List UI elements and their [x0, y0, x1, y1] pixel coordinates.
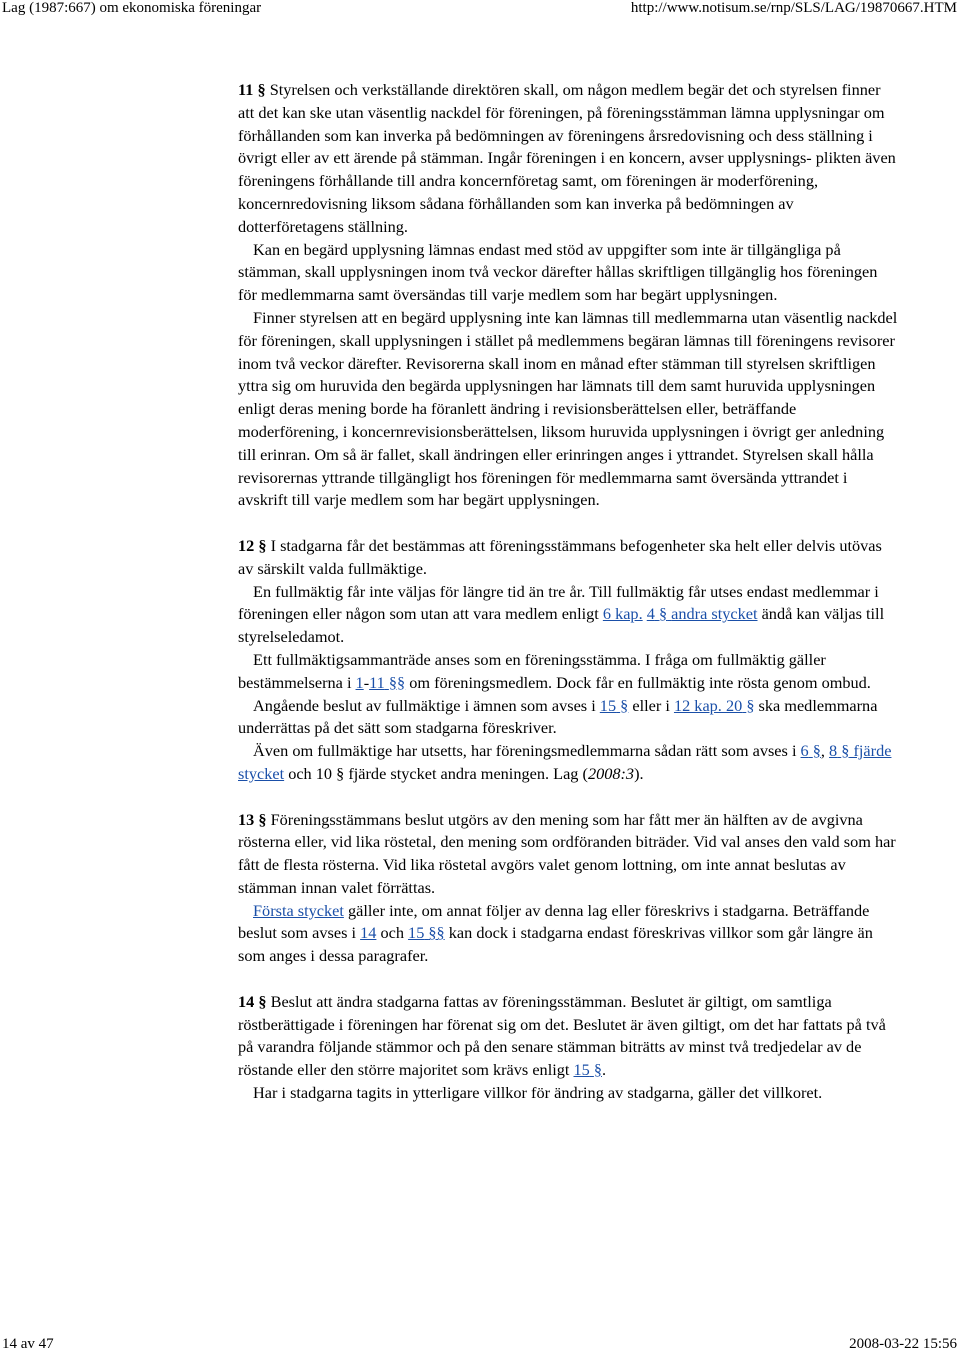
section-14-paragraph-1: 14 § Beslut att ändra stadgarna fattas av föreningsstämman. Beslutet är giltigt, om samtliga röstberättigade i föreningen har förenat sig om det. Beslutet är även giltigt, om det har fattats på två på varandra följande stämmor och på den senare stämman biträtts av minst två tredjedelar av de röstande eller den större majoritet som krävs enligt 15 §. — [238, 991, 886, 1080]
amendment-reference: 2008:3 — [587, 763, 635, 783]
section-number: 13 § — [238, 809, 267, 829]
link-12-kap-20[interactable]: 12 kap. 20 § — [673, 695, 755, 715]
section-12-paragraph-3: Ett fullmäktigsammanträde anses som en föreningsstämma. I fråga om fullmäktig gäller bestämmelserna i 1-11 §§ om föreningsmedlem. Dock får en fullmäktig inte rösta genom ombud. — [238, 649, 871, 692]
link-4-andra-stycket[interactable]: 4 § andra stycket — [646, 604, 758, 624]
section-11-paragraph-2: Kan en begärd upplysning lämnas endast med stöd av uppgifter som inte är tillgängliga på stämman, skall upplysningen inom två veckor därefter hållas skriftligen tillgänglig hos föreningen för medlemmarna samt översändas till varje medlem som har begärt upplysningen. — [238, 239, 878, 305]
section-11-paragraph-3: Finner styrelsen att en begärd upplysning inte kan lämnas till medlemmarna utan väsentlig nackdel för föreningen, skall upplysningen i stället på medlemmens begäran lämnas till föreningens revisorer inom två veckor därefter. Revisorerna skall inom en månad efter stämman till styrelsen skriftligen yttra sig om huruvida den begärda upplysningen har lämnats till dem samt huruvida upplysningen enligt deras mening borde ha föranlett ändring i revisionsberättelsen eller, beträffande moderförening, i koncernrevisionsberättelsen, liksom huruvida upplysningen i övrigt ger anledning till erinran. Om så är fallet, skall ändringen eller erinringen anges i yttrandet. Styrelsen skall hålla revisorernas yttrande tillgängligt hos föreningen för medlemmarna samt översända yttrandet i avskrift till varje medlem som har begärt upplysningen. — [238, 307, 898, 510]
page-footer — [0, 1336, 960, 1358]
link-section-15[interactable]: 15 § — [599, 695, 629, 715]
link-section-15[interactable]: 15 § — [573, 1060, 602, 1080]
section-11-paragraph-1: 11 § Styrelsen och verkställande direktören skall, om någon medlem begär det och styrelsen finner att det kan ske utan väsentlig nackdel för föreningen, på föreningsstämman lämna upplysningar om förhållanden som kan inverka på bedömningen av föreningens årsredovisning och dess ställning i övrigt eller av ett ärende på stämman. Ingår föreningen i en koncern, avser upplysnings- plikten även föreningens förhållande till andra koncernföretag samt, om föreningen är moderförening, koncernredovisning liksom sådana förhållanden som kan inverka på bedömningen av dotterföretagens ställning. — [238, 80, 896, 236]
link-8-fjarde-stycket[interactable]: 8 § fjärde stycket — [238, 741, 892, 783]
section-13 — [238, 809, 898, 969]
document-url: http://www.notisum.se/rnp/SLS/LAG/19870667.HTM — [630, 0, 957, 16]
section-12-paragraph-5: Även om fullmäktige har utsetts, har föreningsmedlemmarna sådan rätt som avses i 6 §, 8 § fjärde stycket och 10 § fjärde stycket andra meningen. Lag (2008:3). — [238, 741, 892, 783]
link-forsta-stycket[interactable]: Första stycket — [253, 900, 344, 920]
link-section-6[interactable]: 6 § — [800, 741, 821, 761]
section-number: 12 § — [238, 535, 267, 555]
section-14-paragraph-2: Har i stadgarna tagits in ytterligare villkor för ändring av stadgarna, gäller det villkoret. — [253, 1083, 823, 1103]
section-12-paragraph-2: En fullmäktig får inte väljas för längre tid än tre år. Till fullmäktig får utses endast medlemmar i föreningen eller någon som utan att vara medlem enligt 6 kap. 4 § andra stycket ändå kan väljas till styrelseledamot. — [238, 581, 885, 647]
section-12 — [238, 535, 898, 786]
section-number: 14 § — [238, 991, 267, 1011]
section-13-paragraph-2: Första stycket gäller inte, om annat följer av denna lag eller föreskrivs i stadgarna. Beträffande beslut som avses i 14 och 15 §§ kan dock i stadgarna endast föreskrivas villkor som går längre än som anges i dessa paragrafer. — [238, 900, 873, 966]
page-header — [0, 0, 960, 22]
section-12-paragraph-4: Angående beslut av fullmäktige i ämnen som avses i 15 § eller i 12 kap. 20 § ska medlemmarna underrättas på det sätt som stadgarna föreskriver. — [238, 695, 878, 738]
link-6-kap[interactable]: 6 kap. — [602, 604, 643, 624]
section-number: 11 § — [238, 80, 266, 99]
link-section-15[interactable]: 15 §§ — [408, 923, 445, 943]
section-13-paragraph-1: 13 § Föreningsstämmans beslut utgörs av den mening som har fått mer än hälften av de avgivna rösterna eller, vid lika röstetal, den mening som ordföranden biträder. Vid val anses den vald som har fått de flesta rösterna. Vid lika röstetal avgörs valet genom lottning, om inte annat beslutas av stämman innan valet förrättas. — [238, 809, 896, 897]
link-section-1[interactable]: 1 — [355, 672, 364, 692]
page-number: 14 av 47 — [2, 1336, 54, 1352]
section-11 — [238, 79, 898, 512]
print-timestamp: 2008-03-22 15:56 — [849, 1336, 957, 1352]
link-section-14[interactable]: 14 — [360, 923, 377, 943]
section-14 — [238, 991, 898, 1105]
link-section-11[interactable]: 11 §§ — [369, 672, 406, 692]
law-text — [238, 79, 898, 1105]
document-title: Lag (1987:667) om ekonomiska föreningar — [2, 0, 262, 16]
section-12-paragraph-1: 12 § I stadgarna får det bestämmas att föreningsstämmans befogenheter ska helt eller delvis utövas av särskilt valda fullmäktige. — [238, 535, 882, 578]
